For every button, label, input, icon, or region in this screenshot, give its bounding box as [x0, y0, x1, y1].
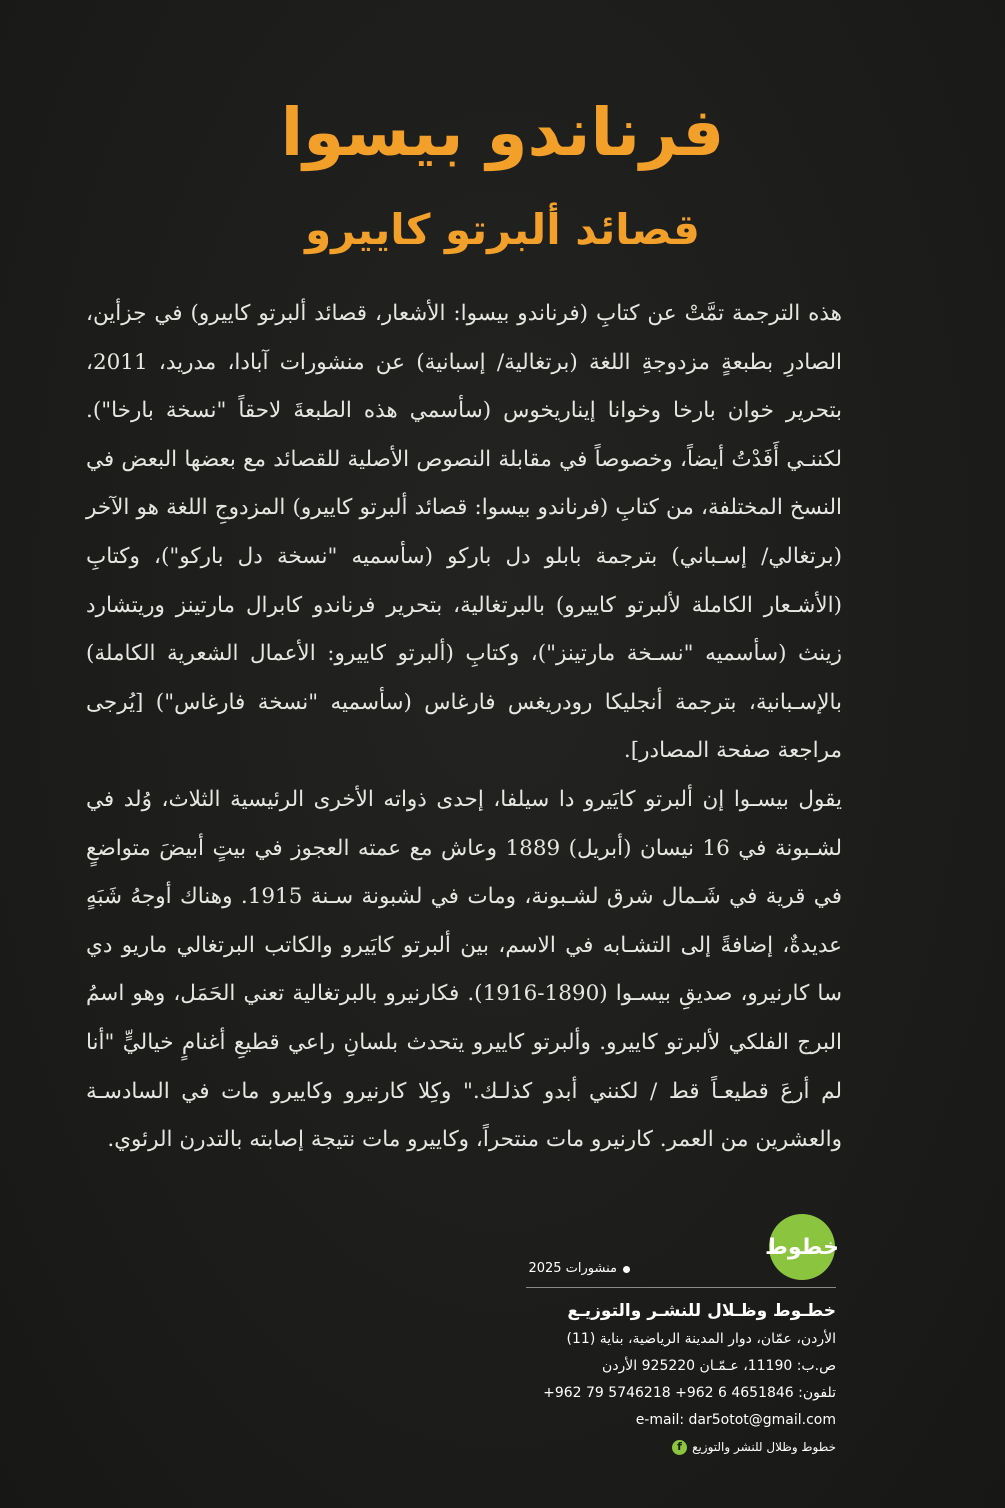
phone-numbers: +962 79 5746218 +962 6 4651846 — [543, 1385, 794, 1401]
publisher-email: e-mail: dar5otot@gmail.com — [635, 1412, 836, 1428]
facebook-icon: f — [672, 1440, 687, 1455]
publisher-phone — [520, 1380, 836, 1407]
publisher-address: الأردن، عمّان، دوار المدينة الرياضية، بناية (11) — [566, 1331, 836, 1347]
phone-label: تلفون: — [798, 1385, 836, 1401]
divider — [526, 1287, 836, 1288]
blurb-paragraph-2: يقول بيسـوا إن ألبرتو كايَيرو دا سيلفا، إحدى ذواته الأخرى الرئيسية الثلاث، وُلد في لشـبونة في 16 نيسان (أبريل) 1889 وعاش مع عمته العجوز في بيتٍ أبيضَ متواضعٍ في قرية في شَـمال شرق لشـبونة، ومات في لشبونة سـنة 1915. وهناك أوجهُ شَبَهٍ عديدةٌ، إضافةً إلى التشـابه في الاسم، بين ألبرتو كايَيرو والكاتب البرتغالي ماريو دي سا كارنيرو، صديقِ بيسـوا (1890-1916). فكارنيرو بالبرتغالية تعني الحَمَل، وهو اسمُ البرج الفلكي لألبرتو كاييرو. وألبرتو كاييرو يتحدث بلسانِ راعي قطيعِ أغنامٍ خياليٍّ "أنا لم أرعَ قطيعـاً قط / لكنني أبدو كذلـك." وكِلا كارنيرو وكاييرو مات في السادسـة والعشرين من العمر. كارنيرو مات منتحراً، وكاييرو مات نتيجة إصابته بالتدرن الرئوي. — [86, 786, 842, 1153]
bullet-icon — [623, 1266, 630, 1273]
blurb-paragraph-1: هذه الترجمة تمَّتْ عن كتابِ (فرناندو بيسوا: الأشعار، قصائد ألبرتو كاييرو) في جزأين، الصادرِ بطبعةٍ مزدوجةِ اللغة (برتغالية/ إسبانية) عن منشورات آبادا، مدريد، 2011، بتحرير خوان بارخا وخوانا إيناريخوس (سأسمي هذه الطبعةَ لاحقاً "نسخة بارخا"). لكننـي أَفَدْتُ أيضاً، وخصوصاً في مقابلة النصوص الأصلية للقصائد مع بعضها البعض في النسخ المختلفة، من كتابِ (فرناندو بيسوا: قصائد ألبرتو كاييرو) المزدوجِ اللغة هو الآخر (برتغالي/ إسـباني) بترجمة بابلو دل باركو (سأسميه "نسخة دل باركو")، وكتابِ (الأشـعار الكاملة لألبرتو كاييرو) بالبرتغالية، بتحرير فرناندو كابرال مارتينز وريتشارد زينث (سأسميه "نسـخة مارتينز")، وكتابِ (ألبرتو كاييرو: الأعمال الشعرية الكاملة) بالإسـبانية، بترجمة أنجليكا رودريغس فارغاس (سأسميه "نسخة فارغاس") [يُرجى مراجعة صفحة المصادر]. — [86, 301, 842, 764]
publication-year — [520, 1258, 630, 1280]
publication-year-label: منشورات 2025 — [528, 1261, 617, 1276]
publisher-logo — [765, 1214, 839, 1280]
author-name: فرناندو بيسوا — [280, 94, 725, 171]
facebook-page — [660, 1436, 836, 1458]
blurb-text — [86, 290, 842, 1165]
publisher-name: خطـوط وظـلال للنشـر والتوزيـع — [567, 1301, 836, 1321]
facebook-page-name: خطوط وظلال للنشر والتوزيع — [692, 1440, 836, 1454]
publisher-po-box: ص.ب: 11190، عـمّـان 925220 الأردن — [602, 1358, 836, 1374]
book-title: قصائد ألبرتو كاييرو — [305, 205, 700, 254]
publisher-info — [520, 1296, 836, 1434]
publisher-logo-text: خطوط — [765, 1234, 839, 1260]
